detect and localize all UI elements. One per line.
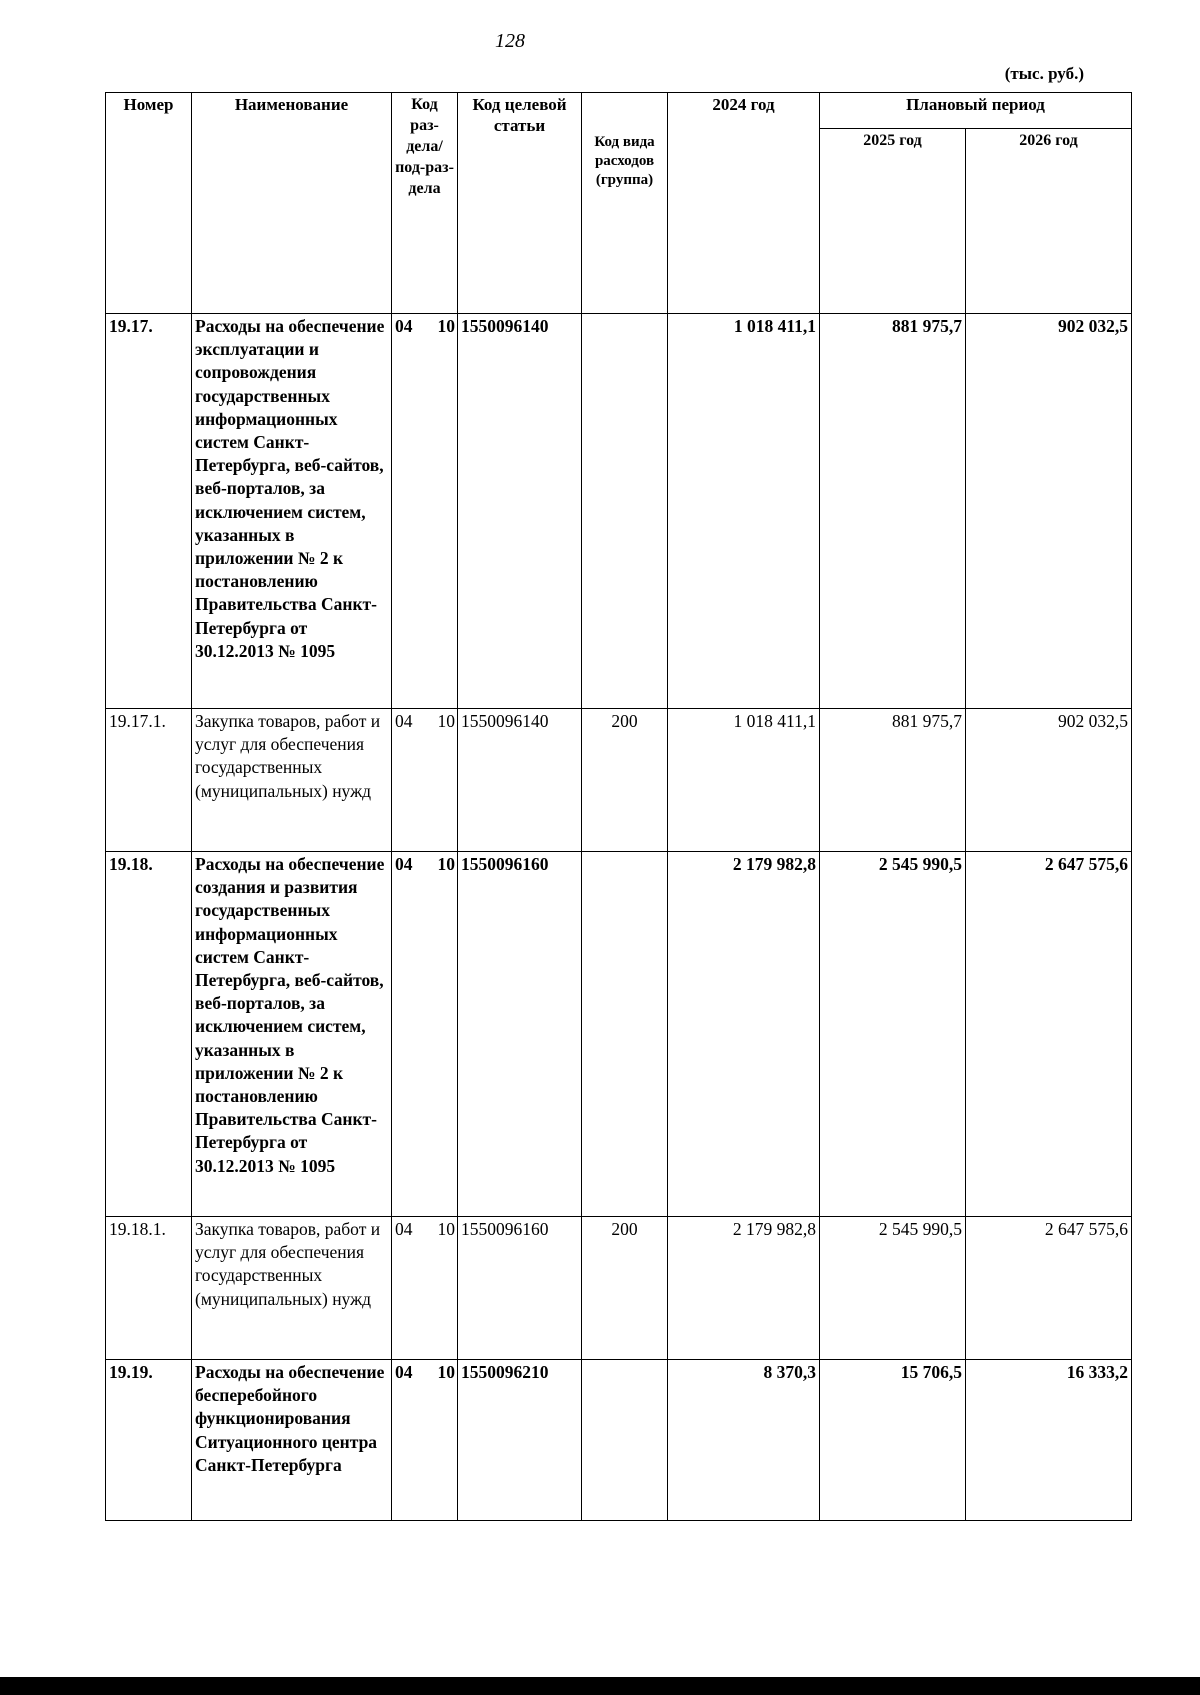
- subsection-code: 10: [437, 1219, 455, 1239]
- section-code: 04: [395, 1219, 413, 1239]
- row-section-code: [392, 709, 458, 852]
- page-number: 128: [495, 30, 525, 52]
- header-target: Код целевой статьи: [458, 93, 582, 314]
- row-name: Закупка товаров, работ и услуг для обеспечения государственных (муниципальных) нужд: [192, 1217, 392, 1360]
- row-number: 19.17.: [106, 314, 192, 709]
- header-section: Код раз-дела/ под-раз-дела: [392, 93, 458, 314]
- budget-table: [105, 92, 1132, 1521]
- row-expense-type: 200: [582, 709, 668, 852]
- row-section-code: [392, 1217, 458, 1360]
- row-amount-2025: 881 975,7: [820, 709, 966, 852]
- header-number: Номер: [106, 93, 192, 314]
- table-row: [106, 852, 1132, 1217]
- row-target-code: 1550096140: [458, 709, 582, 852]
- row-target-code: 1550096210: [458, 1360, 582, 1521]
- row-amount-2024: 8 370,3: [668, 1360, 820, 1521]
- header-2024: 2024 год: [668, 93, 820, 314]
- row-amount-2026: 902 032,5: [966, 709, 1132, 852]
- row-amount-2025: 15 706,5: [820, 1360, 966, 1521]
- row-amount-2026: 16 333,2: [966, 1360, 1132, 1521]
- row-name: Расходы на обеспечение создания и развития государственных информационных систем Санкт-Петербурга, веб-сайтов, веб-порталов, за исключением систем, указанных в приложении № 2 к постановлению Правительства Санкт-Петербурга от 30.12.2013 № 1095: [192, 852, 392, 1217]
- subsection-code: 10: [437, 316, 455, 336]
- row-section-code: [392, 314, 458, 709]
- row-amount-2026: 2 647 575,6: [966, 852, 1132, 1217]
- header-planned-period: Плановый период: [820, 93, 1132, 129]
- section-code: 04: [395, 1362, 413, 1382]
- row-amount-2024: 1 018 411,1: [668, 709, 820, 852]
- row-number: 19.18.: [106, 852, 192, 1217]
- units-label: (тыс. руб.): [1004, 64, 1084, 83]
- row-expense-type: [582, 1360, 668, 1521]
- header-expense-type: Код вида расходов (группа): [582, 93, 668, 314]
- subsection-code: 10: [437, 1362, 455, 1382]
- row-name: Закупка товаров, работ и услуг для обеспечения государственных (муниципальных) нужд: [192, 709, 392, 852]
- row-amount-2026: 2 647 575,6: [966, 1217, 1132, 1360]
- row-amount-2025: 881 975,7: [820, 314, 966, 709]
- scan-bottom-edge: [0, 1677, 1200, 1695]
- row-target-code: 1550096140: [458, 314, 582, 709]
- row-amount-2024: 2 179 982,8: [668, 1217, 820, 1360]
- header-name: Наименование: [192, 93, 392, 314]
- row-name: Расходы на обеспечение эксплуатации и сопровождения государственных информационных систем Санкт-Петербурга, веб-сайтов, веб-порталов, за исключением систем, указанных в приложении № 2 к постановлению Правительства Санкт-Петербурга от 30.12.2013 № 1095: [192, 314, 392, 709]
- row-target-code: 1550096160: [458, 852, 582, 1217]
- row-amount-2024: 1 018 411,1: [668, 314, 820, 709]
- header-2026: 2026 год: [966, 129, 1132, 314]
- table-row: [106, 314, 1132, 709]
- header-2025: 2025 год: [820, 129, 966, 314]
- row-amount-2025: 2 545 990,5: [820, 1217, 966, 1360]
- row-name: Расходы на обеспечение бесперебойного функционирования Ситуационного центра Санкт-Петербурга: [192, 1360, 392, 1521]
- row-number: 19.19.: [106, 1360, 192, 1521]
- table-header: [106, 93, 1132, 314]
- table-row: [106, 1217, 1132, 1360]
- row-amount-2025: 2 545 990,5: [820, 852, 966, 1217]
- table-row: [106, 709, 1132, 852]
- subsection-code: 10: [437, 854, 455, 874]
- table-row: [106, 1360, 1132, 1521]
- section-code: 04: [395, 711, 413, 731]
- subsection-code: 10: [437, 711, 455, 731]
- row-amount-2026: 902 032,5: [966, 314, 1132, 709]
- row-expense-type: [582, 852, 668, 1217]
- row-target-code: 1550096160: [458, 1217, 582, 1360]
- row-number: 19.18.1.: [106, 1217, 192, 1360]
- section-code: 04: [395, 316, 413, 336]
- row-expense-type: 200: [582, 1217, 668, 1360]
- row-section-code: [392, 1360, 458, 1521]
- row-amount-2024: 2 179 982,8: [668, 852, 820, 1217]
- row-section-code: [392, 852, 458, 1217]
- row-number: 19.17.1.: [106, 709, 192, 852]
- section-code: 04: [395, 854, 413, 874]
- row-expense-type: [582, 314, 668, 709]
